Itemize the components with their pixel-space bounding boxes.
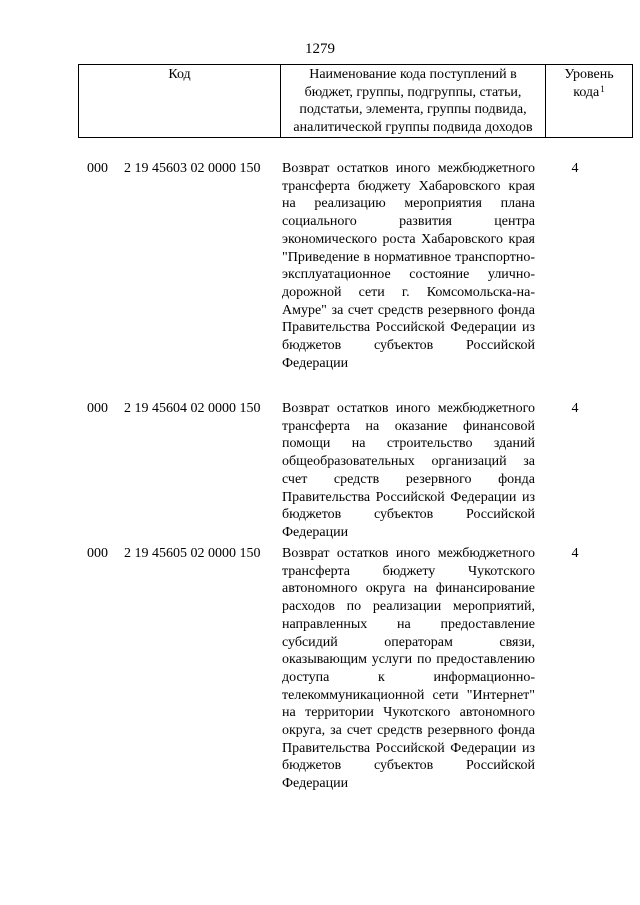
revenue-code: 2 19 45604 02 0000 150 <box>124 401 261 416</box>
table-header <box>78 64 633 138</box>
table-header-row <box>79 65 633 138</box>
code-level: 4 <box>571 546 579 561</box>
page-number: 1279 <box>305 41 335 57</box>
header-level: Уровень кода <box>564 67 614 100</box>
revenue-name: Возврат остатков иного межбюджетного трансферта бюджету Чукотского автономного округа на финансирование расходов по реализации мероприятий, направленных на предоставление субсидий операторам связи, оказывающим услуги по предоставлению доступа к информационно-телекоммуникационной сети "Интернет" на территории Чукотского автономного округа, за счет средств резервного фонда Правительства Российской Федерации из бюджетов субъектов Российской Федерации <box>282 546 535 792</box>
header-code: Код <box>79 65 281 138</box>
revenue-code: 2 19 45603 02 0000 150 <box>124 161 261 176</box>
footnote-marker: 1 <box>600 83 605 94</box>
revenue-code: 2 19 45605 02 0000 150 <box>124 546 261 561</box>
code-level: 4 <box>571 401 579 416</box>
admin-code: 000 <box>87 161 108 176</box>
code-level: 4 <box>571 161 579 176</box>
revenue-name: Возврат остатков иного межбюджетного трансферта бюджету Хабаровского края на реализацию мероприятия плана социального развития центра экономического роста Хабаровского края "Приведение в нормативное транспортно-эксплуатационное состояние улично-дорожной сети г. Комсомольска-на-Амуре" за счет средств резервного фонда Правительства Российской Федерации из бюджетов субъектов Российской Федерации <box>282 161 535 371</box>
revenue-name: Возврат остатков иного межбюджетного трансферта на оказание финансовой помощи на строительство зданий общеобразовательных организаций за счет средств резервного фонда Правительства Российской Федерации из бюджетов субъектов Российской Федерации <box>282 401 535 540</box>
header-name: Наименование кода поступлений в бюджет, группы, подгруппы, статьи, подстатьи, элемента, группы подвида, аналитической группы подвида доходов <box>281 65 546 138</box>
header-level-cell <box>546 65 633 138</box>
admin-code: 000 <box>87 401 108 416</box>
admin-code: 000 <box>87 546 108 561</box>
